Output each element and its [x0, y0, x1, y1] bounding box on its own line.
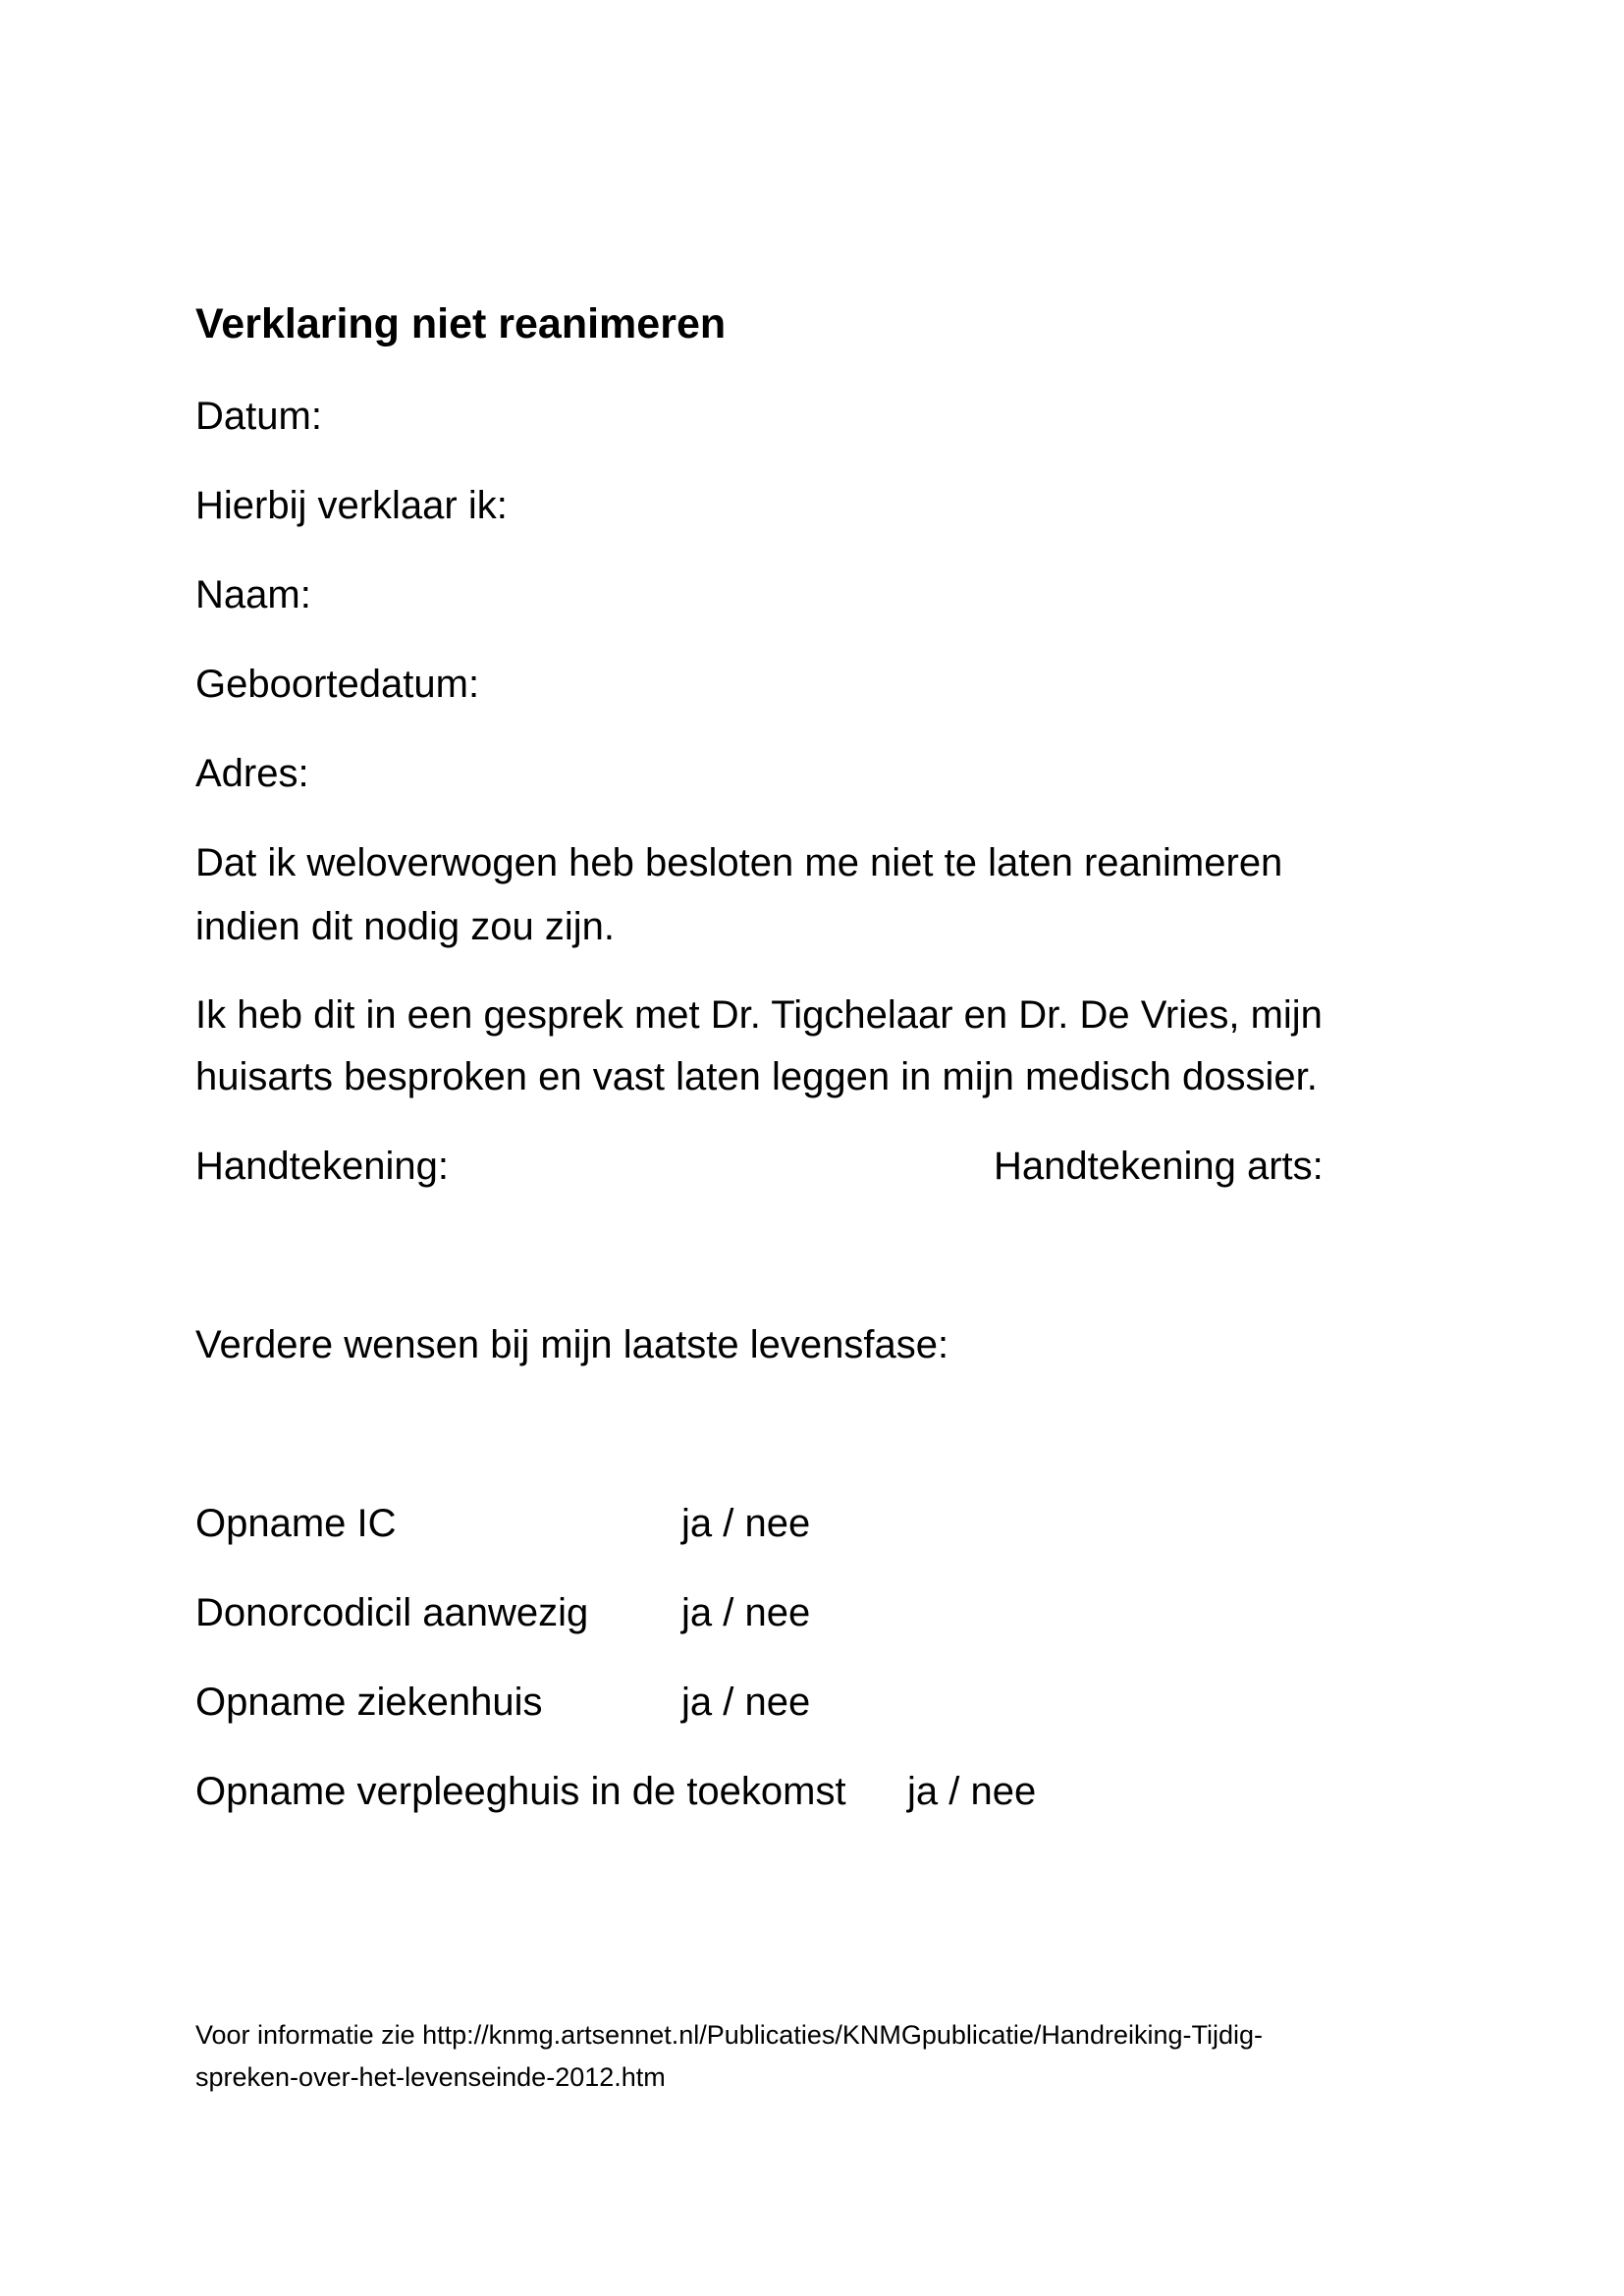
statement-line-1: Dat ik weloverwogen heb besloten me niet te laten reanimeren	[195, 841, 1283, 884]
wish-choice-nursing-home: ja / nee	[907, 1770, 1037, 1813]
wish-choice-ic: ja / nee	[681, 1502, 811, 1545]
wish-choice-donor: ja / nee	[681, 1591, 811, 1634]
date-label: Datum:	[195, 395, 322, 438]
doctor-signature-label: Handtekening arts:	[994, 1145, 1324, 1188]
footer-line-1: Voor informatie zie http://knmg.artsennet.nl/Publicaties/KNMGpublicatie/Handreiking-Tijdig-	[195, 2020, 1264, 2050]
address-label: Adres:	[195, 752, 309, 795]
wish-label-ic: Opname IC	[195, 1502, 397, 1545]
conversation-line-2: huisarts besproken en vast laten leggen in mijn medisch dossier.	[195, 1055, 1318, 1098]
declaration-label: Hierbij verklaar ik:	[195, 484, 508, 527]
birthdate-label: Geboortedatum:	[195, 663, 480, 706]
signature-label: Handtekening:	[195, 1145, 449, 1188]
footer-line-2: spreken-over-het-levenseinde-2012.htm	[195, 2062, 666, 2092]
wish-choice-hospital: ja / nee	[681, 1681, 811, 1724]
statement-line-2: indien dit nodig zou zijn.	[195, 905, 615, 948]
wish-label-hospital: Opname ziekenhuis	[195, 1681, 543, 1724]
document-title: Verklaring niet reanimeren	[195, 300, 727, 347]
name-label: Naam:	[195, 573, 311, 616]
conversation-line-1: Ik heb dit in een gesprek met Dr. Tigchelaar en Dr. De Vries, mijn	[195, 993, 1323, 1037]
wish-label-donor: Donorcodicil aanwezig	[195, 1591, 589, 1634]
wish-label-nursing-home: Opname verpleeghuis in de toekomst	[195, 1770, 846, 1813]
further-wishes-heading: Verdere wensen bij mijn laatste levensfase:	[195, 1323, 949, 1366]
